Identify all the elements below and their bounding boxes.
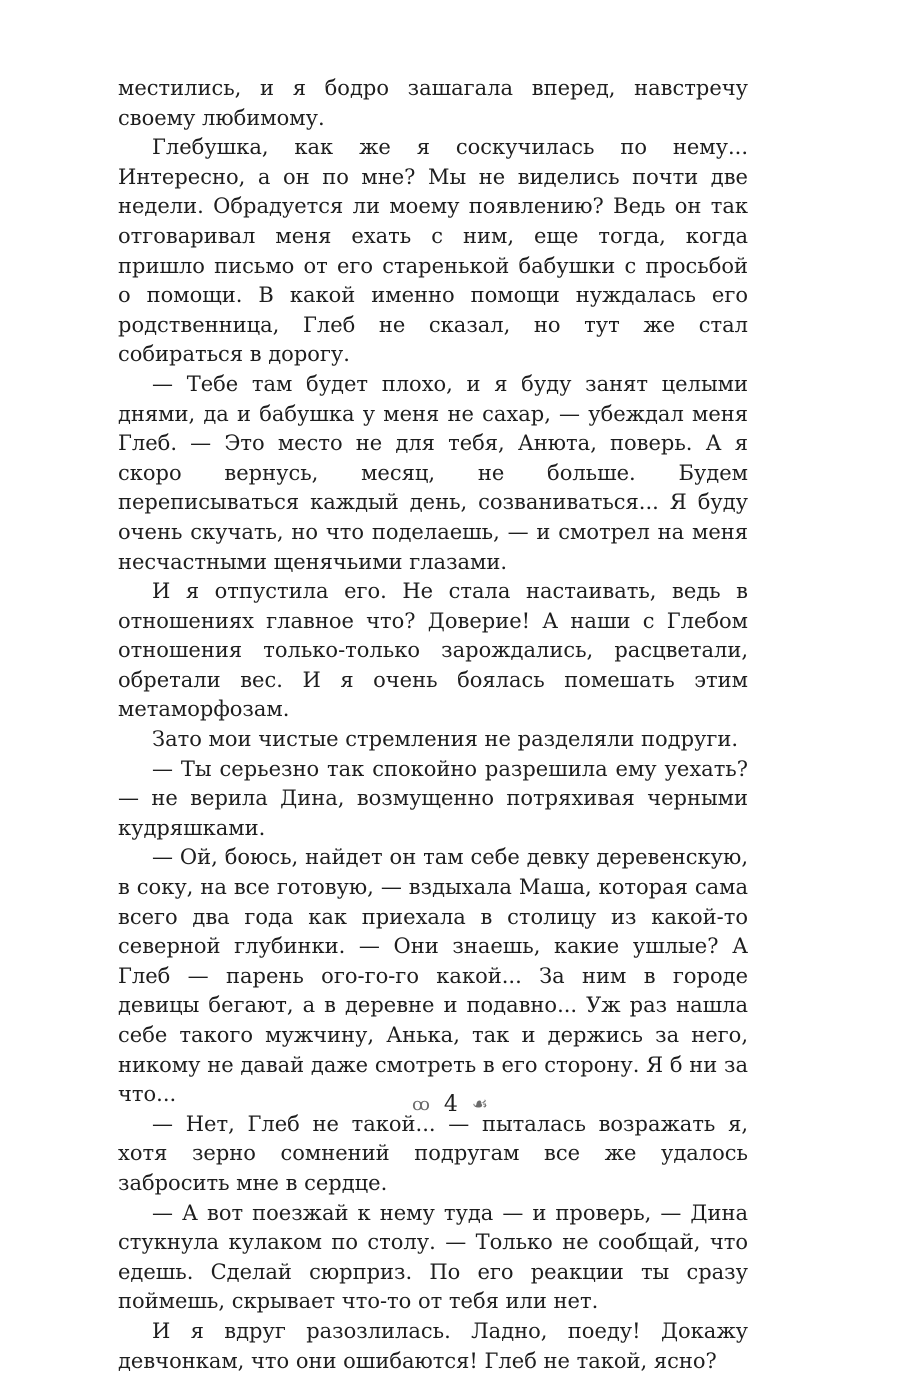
page-number: 4 — [443, 1092, 458, 1117]
paragraph: местились, и я бодро зашагала вперед, навстречу своему любимому. — [118, 76, 748, 130]
paragraph: — Ой, боюсь, найдет он там себе девку деревенскую, в соку, на все готовую, — вздыхала Маша, которая сама всего два года как приехала в столицу из какой-то северной глубинки. — Они знаешь, какие ушлые? А Глеб — парень ого-го-го какой... За ним в городе девицы бегают, а в деревне и подавно... Уж раз нашла себе такого мужчину, Анька, так и держись за него, никому не давай даже смотреть в его сторону. Я б ни за что... — [118, 845, 748, 1107]
paragraph: И я вдруг разозлилась. Ладно, поеду! Докажу девчонкам, что они ошибаются! Глеб не такой, ясно? — [118, 1318, 748, 1373]
body-text — [118, 74, 748, 1376]
page-footer — [0, 1092, 900, 1117]
right-ornament-icon: ☙ — [471, 1094, 489, 1115]
paragraph: И я отпустила его. Не стала настаивать, ведь в отношениях главное что? Доверие! А наши с Глебом отношения только-только зарождались, расцветали, обретали вес. И я очень боялась помешать этим метаморфозам. — [118, 579, 748, 722]
paragraph: — Нет, Глеб не такой... — пыталась возражать я, хотя зерно сомнений подругам все же удалось забросить мне в сердце. — [118, 1111, 748, 1195]
paragraph: Глебушка, как же я соскучилась по нему... Интересно, а он по мне? Мы не виделись почти две недели. Обрадуется ли моему появлению? Ведь он так отговаривал меня ехать с ним, еще тогда, когда пришло письмо от его старенькой бабушки с просьбой о помощи. В какой именно помощи нуждалась его родственница, Глеб не сказал, но тут же стал собираться в дорогу. — [118, 135, 748, 367]
left-ornament-icon: ꝏ — [411, 1094, 430, 1115]
paragraph: Зато мои чистые стремления не разделяли подруги. — [152, 727, 739, 752]
paragraph: — А вот поезжай к нему туда — и проверь, — Дина стукнула кулаком по столу. — Только не сообщай, что едешь. Сделай сюрприз. По его реакции ты сразу поймешь, скрывает что-то от тебя или нет. — [118, 1200, 748, 1314]
paragraph: — Тебе там будет плохо, и я буду занят целыми днями, да и бабушка у меня не сахар, — убеждал меня Глеб. — Это место не для тебя, Анюта, поверь. А я скоро вернусь, месяц, не больше. Будем переписываться каждый день, созваниваться... Я буду очень скучать, но что поделаешь, — и смотрел на меня несчастными щенячьими глазами. — [118, 371, 748, 574]
paragraph: — Ты серьезно так спокойно разрешила ему уехать? — не верила Дина, возмущенно потряхивая черными кудряшками. — [118, 756, 748, 840]
